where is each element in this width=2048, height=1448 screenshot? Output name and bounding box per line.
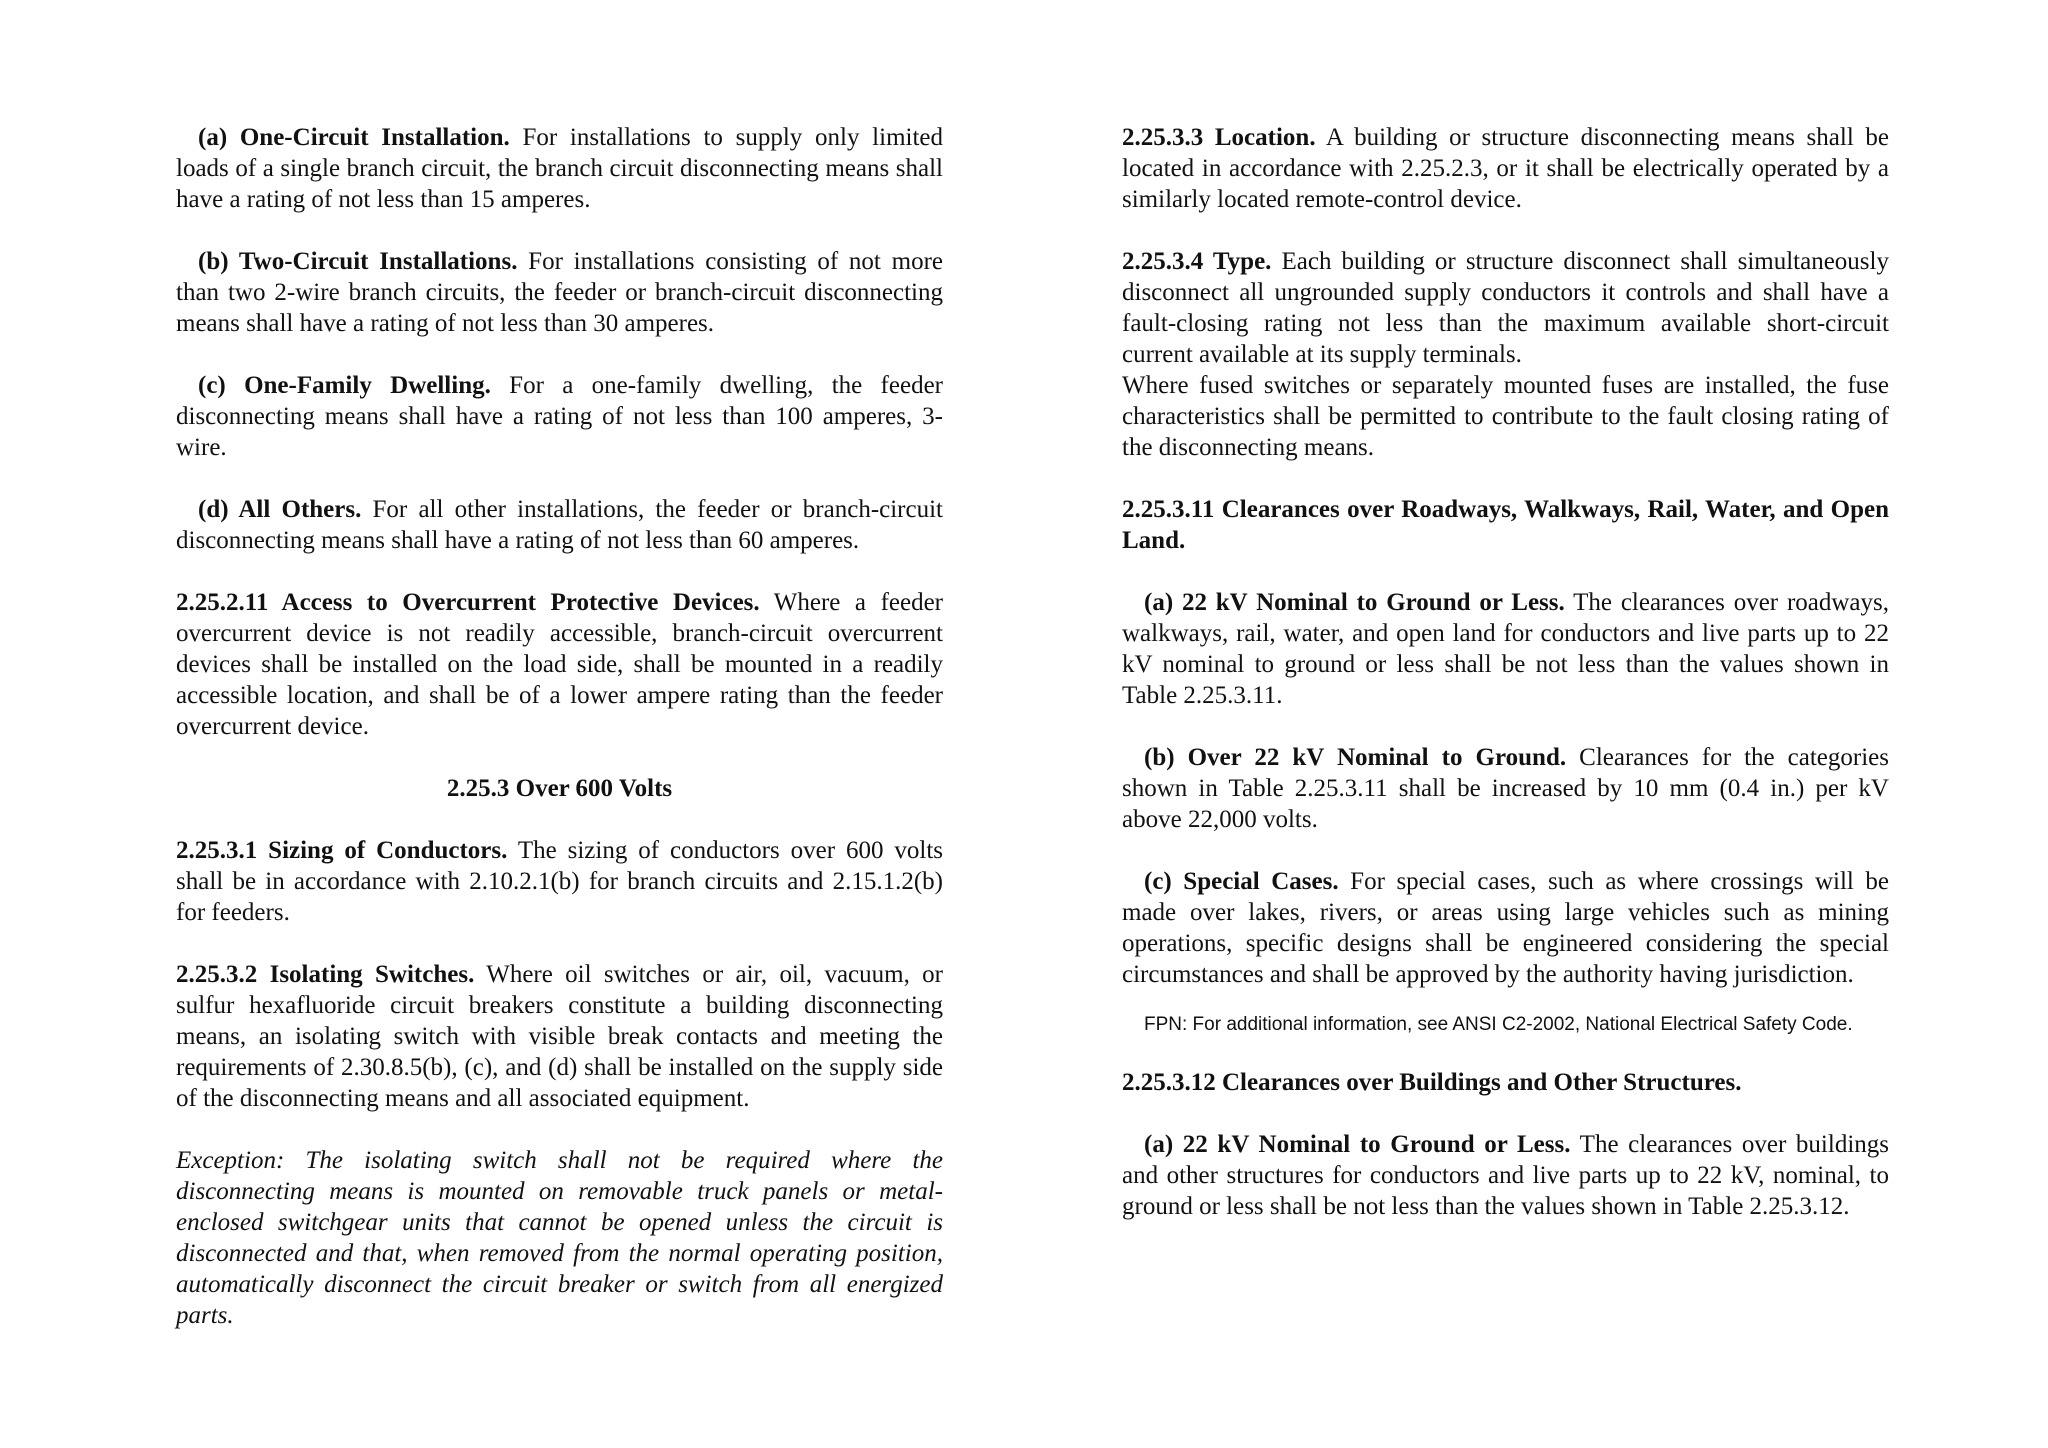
paragraph-buildings-22kv [1122, 1129, 1889, 1222]
paragraph-text: For special cases, such as where crossings will be made over lakes, rivers, or areas using large vehicles such as mining operations, specific designs shall be engineered considering the special circumstances and shall be approved by the authority having jurisdiction. [1122, 868, 1889, 988]
paragraph-over-22kv [1122, 742, 1889, 835]
paragraph-heading: 2.25.3.2 Isolating Switches. [176, 961, 475, 988]
heading-clearances-roadways [1122, 494, 1889, 556]
paragraph-heading: (a) 22 kV Nominal to Ground or Less. [1144, 1131, 1571, 1158]
paragraph-text: Where oil switches or air, oil, vacuum, or sulfur hexafluoride circuit breakers constitute a building disconnecting means, an isolating switch with visible break contacts and meeting the requirements of 2.30.8.5(b), (c), and (d) shall be installed on the supply side of the disconnecting means and all associated equipment. [176, 961, 943, 1112]
paragraph-text: For all other installations, the feeder or branch-circuit disconnecting means shall have a rating of not less than 60 amperes. [176, 496, 943, 554]
paragraph-heading: 2.25.3.1 Sizing of Conductors. [176, 837, 508, 864]
paragraph-heading: (c) Special Cases. [1144, 868, 1339, 895]
paragraph-heading: (b) Two-Circuit Installations. [198, 248, 518, 275]
paragraph-heading: (a) One-Circuit Installation. [198, 124, 510, 151]
paragraph-text: The sizing of conductors over 600 volts shall be in accordance with 2.10.2.1(b) for branch circuits and 2.15.1.2(b) for feeders. [176, 837, 943, 926]
section-title: 2.25.3 Over 600 Volts [446, 775, 673, 802]
paragraph-access-overcurrent [176, 587, 943, 742]
paragraph-sizing-conductors [176, 835, 943, 928]
paragraph-text: For installations consisting of not more than two 2-wire branch circuits, the feeder or branch-circuit disconnecting means shall have a rating of not less than 30 amperes. [176, 248, 943, 337]
paragraph-heading: (c) One-Family Dwelling. [198, 372, 491, 399]
heading-clearances-buildings [1122, 1067, 1889, 1098]
paragraph-two-circuit [176, 246, 943, 339]
paragraph-heading: 2.25.3.12 Clearances over Buildings and Other Structures. [1122, 1069, 1742, 1096]
paragraph-22kv-or-less [1122, 587, 1889, 711]
paragraph-heading: 2.25.2.11 Access to Overcurrent Protective Devices. [176, 589, 760, 616]
paragraph-special-cases [1122, 866, 1889, 990]
paragraph-text: The clearances over buildings and other structures for conductors and live parts up to 22 kV, nominal, to ground or less shall be not less than the values shown in Table 2.25.3.12. [1122, 1131, 1889, 1220]
paragraph-text: For installations to supply only limited loads of a single branch circuit, the branch circuit disconnecting means shall have a rating of not less than 15 amperes. [176, 124, 944, 213]
paragraph-one-family [176, 370, 943, 463]
fine-print-note: FPN: For additional information, see ANSI C2-2002, National Electrical Safety Code. [1144, 1014, 1853, 1035]
paragraph-fused-switches: Where fused switches or separately mounted fuses are installed, the fuse characteristics shall be permitted to contribute to the fault closing rating of the disconnecting means. [1122, 372, 1889, 461]
right-column [1122, 122, 1889, 1222]
paragraph-heading: (b) Over 22 kV Nominal to Ground. [1144, 744, 1567, 771]
paragraph-text: Where a feeder overcurrent device is not readily accessible, branch-circuit overcurrent devices shall be installed on the load side, shall be mounted in a readily accessible location, and shall be of a lower ampere rating than the feeder overcurrent device. [176, 589, 944, 740]
paragraph-all-others [176, 494, 943, 556]
paragraph-one-circuit [176, 122, 943, 215]
paragraph-heading: 2.25.3.11 Clearances over Roadways, Walkways, Rail, Water, and Open Land. [1122, 496, 1889, 554]
paragraph-heading: (a) 22 kV Nominal to Ground or Less. [1144, 589, 1565, 616]
paragraph-heading: (d) All Others. [198, 496, 362, 523]
paragraph-heading: 2.25.3.3 Location. [1122, 124, 1316, 151]
paragraph-text: A building or structure disconnecting means shall be located in accordance with 2.25.2.3, or it shall be electrically operated by a similarly located remote-control device. [1122, 124, 1889, 213]
exception-note: Exception: The isolating switch shall not be required where the disconnecting means is mounted on removable truck panels or metal-enclosed switchgear units that cannot be opened unless the circuit is disconnected and that, when removed from the normal operating position, automatically disconnect the circuit breaker or switch from all energized parts. [176, 1147, 943, 1329]
paragraph-text: Each building or structure disconnect shall simultaneously disconnect all ungrounded supply conductors it controls and shall have a fault-closing rating not less than the maximum available short-circuit current available at its supply terminals. [1122, 248, 1889, 368]
paragraph-location [1122, 122, 1889, 215]
paragraph-type [1122, 246, 1889, 370]
left-column [176, 122, 943, 1331]
paragraph-text: For a one-family dwelling, the feeder disconnecting means shall have a rating of not less than 100 amperes, 3-wire. [176, 372, 943, 461]
paragraph-heading: 2.25.3.4 Type. [1122, 248, 1272, 275]
paragraph-text: The clearances over roadways, walkways, rail, water, and open land for conductors and live parts up to 22 kV nominal to ground or less shall be not less than the values shown in Table 2.25.3.11. [1122, 589, 1889, 709]
paragraph-text: Clearances for the categories shown in Table 2.25.3.11 shall be increased by 10 mm (0.4 in.) per kV above 22,000 volts. [1122, 744, 1889, 833]
paragraph-isolating-switches [176, 959, 943, 1114]
